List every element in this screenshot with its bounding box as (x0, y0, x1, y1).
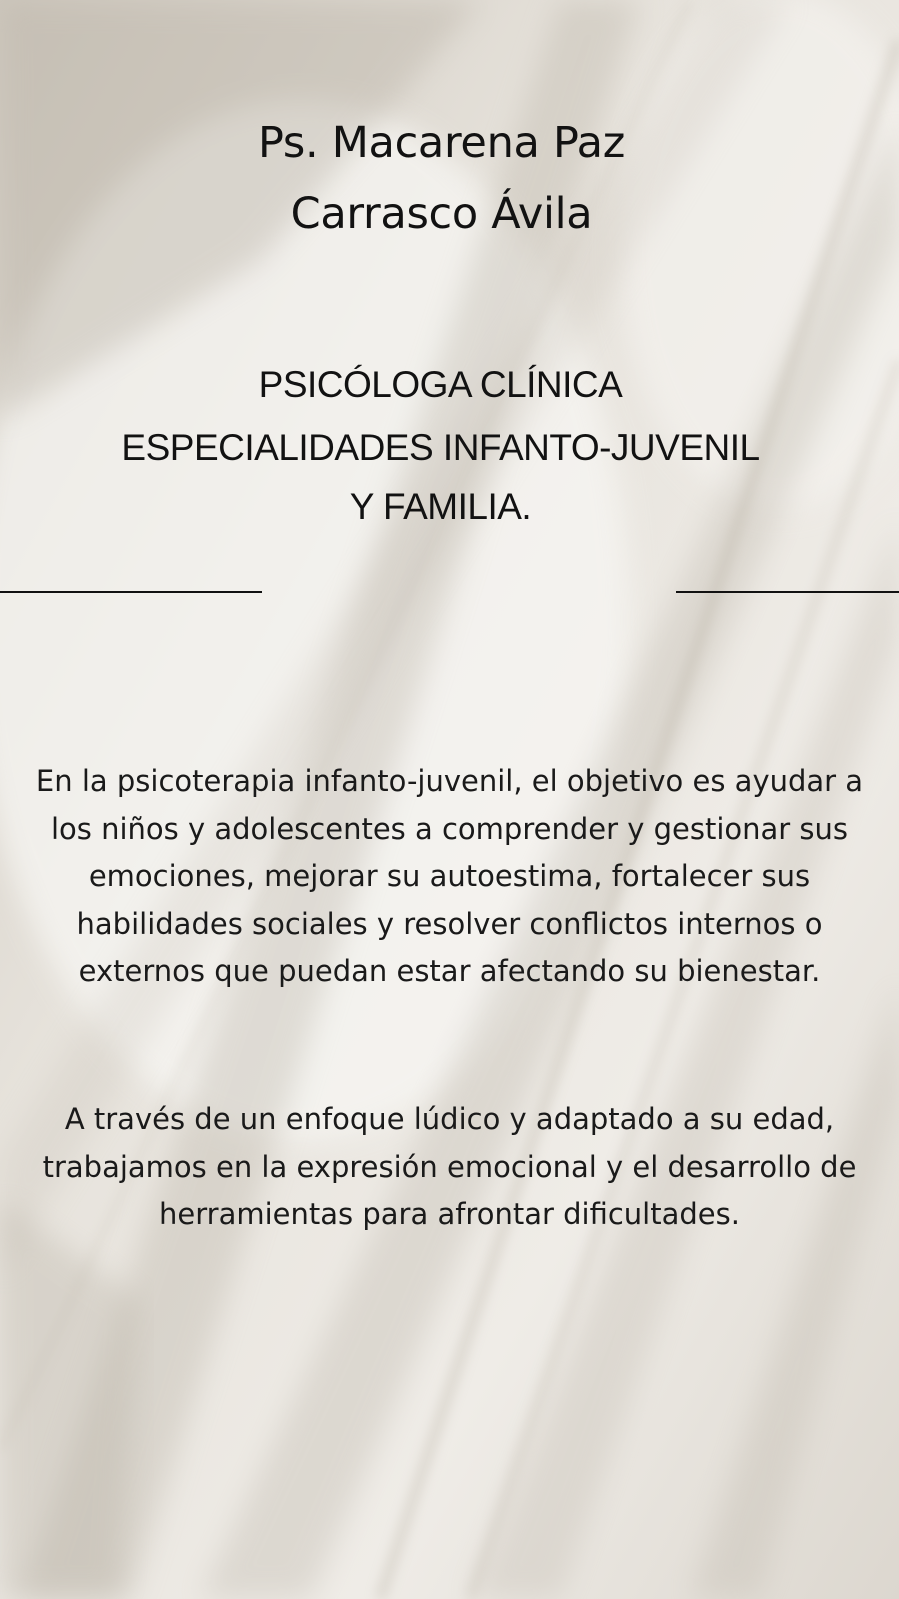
divider-right (676, 591, 899, 593)
name-line-1: Ps. Macarena Paz (258, 118, 625, 168)
name-line-2: Carrasco Ávila (290, 189, 593, 239)
title-line-2: ESPECIALIDADES INFANTO-JUVENIL (121, 427, 760, 468)
paragraph-approach: A través de un enfoque lúdico y adaptado a su edad, trabajamos en la expresión emocional y el desarrollo de herramientas para afrontar dificultades. (42, 1102, 857, 1231)
paragraph-intro: En la psicoterapia infanto-juvenil, el objetivo es ayudar a los niños y adolescentes a comprender y gestionar sus emociones, mejorar su autoestima, fortalecer sus habilidades sociales y resolver conflictos internos o externos que puedan estar afectando su bienestar. (35, 764, 864, 988)
title-line-1: PSICÓLOGA CLÍNICA (258, 364, 623, 405)
divider-left (0, 591, 262, 593)
title-line-3: Y FAMILIA. (349, 486, 532, 527)
